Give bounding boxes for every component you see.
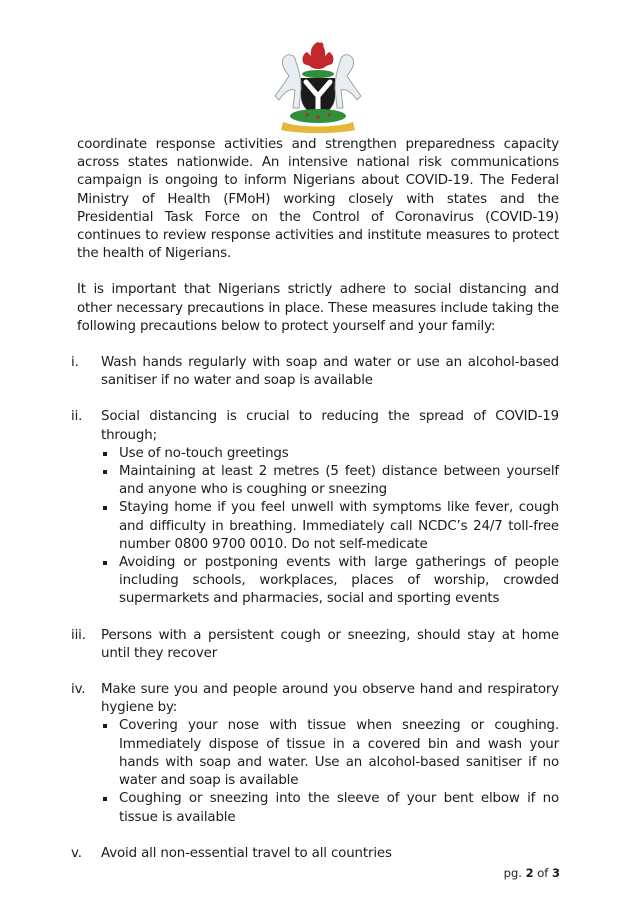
sub-bullet-item: Coughing or sneezing into the sleeve of your bent elbow if no tissue is available xyxy=(101,790,559,826)
sub-bullet-item: Covering your nose with tissue when sneezing or coughing. Immediately dispose of tissue in a covered bin and wash your hands with soap and water. Use an alcohol-based sanitiser if no water and soap is available xyxy=(101,717,559,790)
precaution-item xyxy=(71,408,559,608)
item-number: i. xyxy=(71,355,79,371)
precaution-item xyxy=(71,845,559,863)
item-text: Avoid all non-essential travel to all countries xyxy=(101,845,392,861)
page-number xyxy=(480,866,560,880)
page-of: of xyxy=(537,866,549,880)
intro-paragraph: coordinate response activities and strengthen preparedness capacity across states nationwide. An intensive national risk communications campaign is ongoing to inform Nigerians about COVID-19. The Federal Ministry of Health (FMoH) working closely with states and the Presidential Task Force on the Control of Coronavirus (COVID-19) continues to review response activities and institute measures to protect the health of Nigerians. xyxy=(77,137,559,262)
item-number: v. xyxy=(71,845,82,861)
item-number: iii. xyxy=(71,627,86,643)
total-pages: 3 xyxy=(551,866,560,880)
coat-of-arms-icon xyxy=(263,4,373,134)
sub-bullet-item: Staying home if you feel unwell with symptoms like fever, cough and difficulty in breathing. Immediately call NCDC’s 24/7 toll-free number 0800 9700 0010. Do not self-medicate xyxy=(101,499,559,554)
current-page: 2 xyxy=(525,866,534,880)
item-number: iv. xyxy=(71,682,86,698)
precaution-item xyxy=(71,627,559,663)
sub-bullet-list xyxy=(101,445,559,609)
document-body xyxy=(71,136,559,863)
item-text: Make sure you and people around you observe hand and respiratory hygiene by: xyxy=(101,682,559,716)
sub-bullet-item: Avoiding or postponing events with large gatherings of people including schools, workplaces, places of worship, crowded supermarkets and pharmacies, social and sporting events xyxy=(101,554,559,609)
sub-bullet-list xyxy=(101,717,559,826)
sub-bullet-item: Use of no-touch greetings xyxy=(101,445,559,463)
page-prefix: pg. xyxy=(503,866,522,880)
item-text: Wash hands regularly with soap and water or use an alcohol-based sanitiser if no water and soap is available xyxy=(101,355,559,389)
sub-bullet-item: Maintaining at least 2 metres (5 feet) distance between yourself and anyone who is coughing or sneezing xyxy=(101,463,559,499)
item-number: ii. xyxy=(71,409,83,425)
precautions-intro-paragraph: It is important that Nigerians strictly adhere to social distancing and other necessary precautions in place. These measures include taking the following precautions below to protect yourself and your family: xyxy=(77,282,559,334)
precaution-item xyxy=(71,681,559,827)
precautions-list xyxy=(71,354,559,863)
item-text: Persons with a persistent cough or sneezing, should stay at home until they recover xyxy=(101,627,559,661)
precaution-item xyxy=(71,354,559,390)
item-text: Social distancing is crucial to reducing the spread of COVID-19 through; xyxy=(101,409,559,443)
